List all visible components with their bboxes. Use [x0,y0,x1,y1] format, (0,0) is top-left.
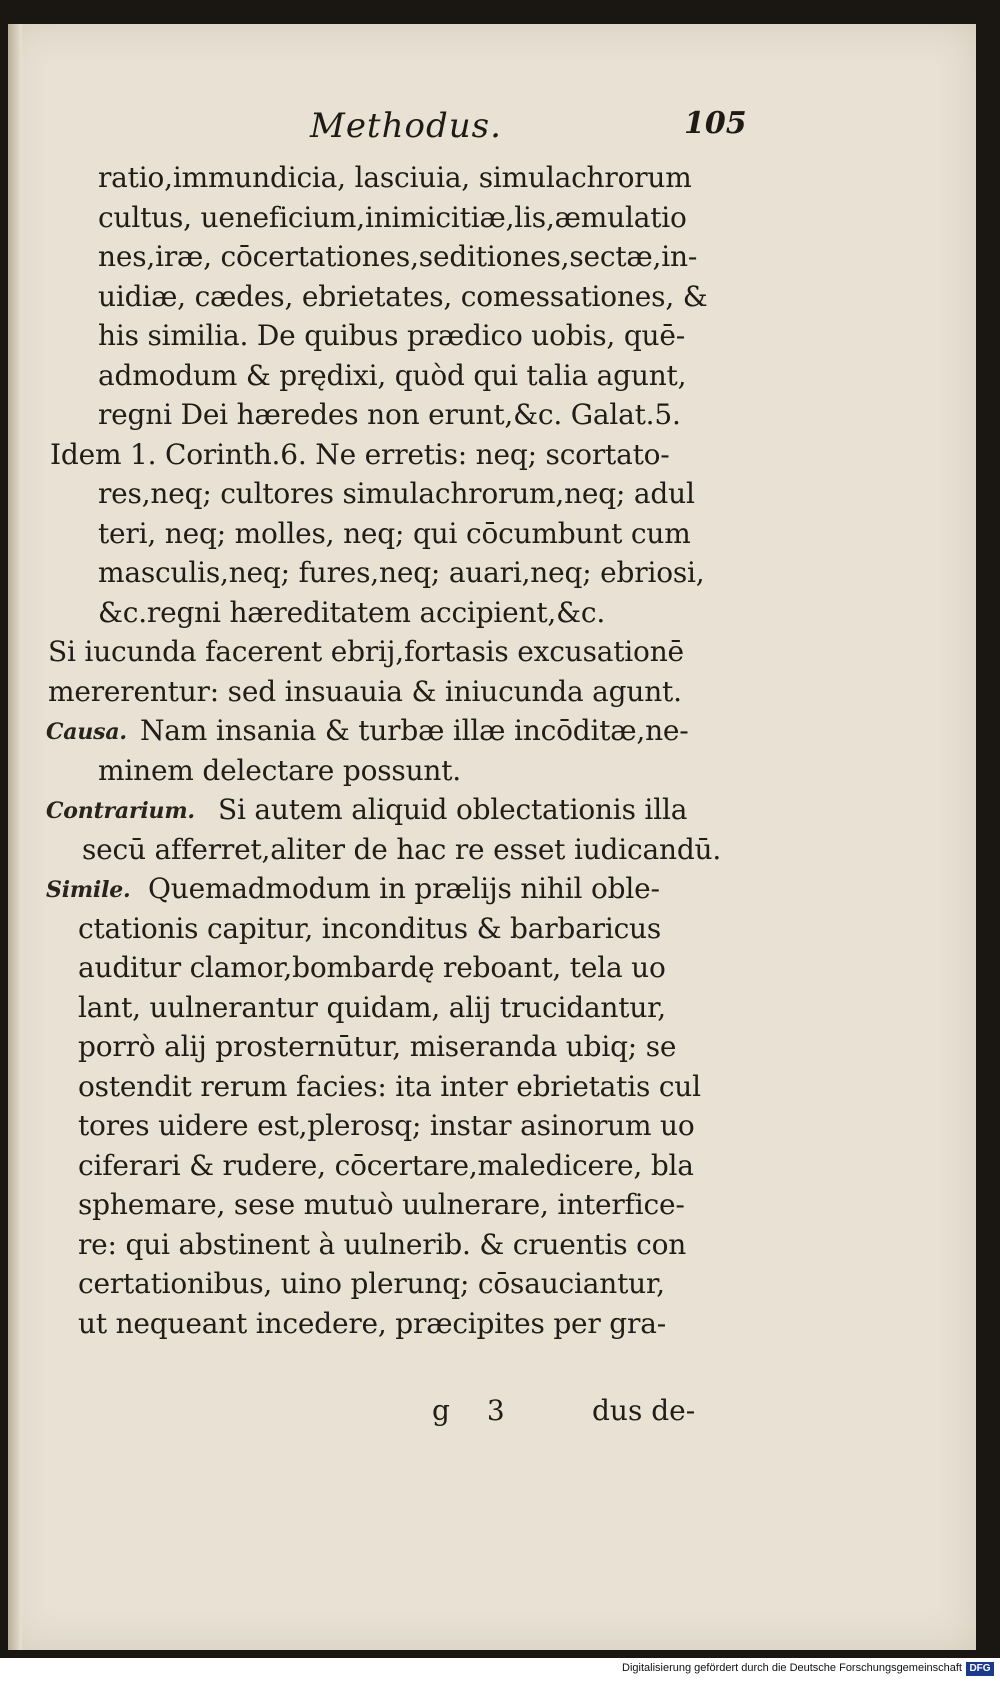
text-line [40,237,740,277]
running-head [0,86,1000,146]
line-text: cultus, ueneficium,inimicitiæ,lis,æmulatio [98,200,687,234]
text-line [40,790,740,830]
line-text: ciferari & rudere, cōcertare,maledicere, bla [78,1148,694,1182]
text-line [40,593,740,633]
text-line [40,830,740,870]
line-text: auditur clamor,bombardę reboant, tela uo [78,951,666,984]
line-text: res,neq; cultores simulachrorum,neq; adul [98,477,695,510]
line-text: ostendit rerum facies: ita inter ebrietatis cul [78,1069,701,1103]
body-text [40,158,740,1343]
line-text: ctationis capitur, inconditus & barbaricus [78,911,662,945]
line-text: uidiæ, cædes, ebrietates, comessationes, & [98,279,708,313]
digitization-footer [0,1658,1000,1681]
text-line [40,909,740,949]
text-line [40,553,740,593]
text-line [40,869,740,909]
text-line [40,1264,740,1304]
marginal-note: Contrarium. [46,798,195,824]
line-text: regni Dei hæredes non erunt,&c. Galat.5. [98,398,681,431]
signature-mark: g 3 [432,1394,519,1427]
text-line [40,1185,740,1225]
text-line [40,1146,740,1186]
page-number: 105 [684,106,747,141]
line-text: &c.regni hæreditatem accipient,&c. [98,595,606,629]
line-text: ratio,immundicia, lasciuia, simulachrorum [98,161,692,194]
text-line [40,751,740,791]
catchword: dus de- [592,1394,696,1427]
running-title: Methodus. [310,106,502,146]
text-line [40,316,740,356]
line-text: Quemadmodum in prælijs nihil oble- [148,872,660,905]
line-text: nes,iræ, cōcertationes,seditiones,sectæ,in- [98,240,698,273]
text-line [40,474,740,514]
text-line [40,198,740,238]
line-text: teri, neq; molles, neq; qui cōcumbunt cum [98,516,691,550]
text-line [40,1106,740,1146]
line-text: porrò alij prosternūtur, miseranda ubiq; se [78,1030,677,1063]
text-line [40,1225,740,1265]
line-text: masculis,neq; fures,neq; auari,neq; ebriosi, [98,556,705,589]
line-text: certationibus, uino plerunq; cōsauciantur, [78,1267,665,1300]
line-text: tores uidere est,plerosq; instar asinorum uo [78,1109,695,1142]
page-foot [0,1394,1000,1434]
line-text: ut nequeant incedere, præcipites per gra- [78,1306,666,1340]
line-text: admodum & prędixi, quòd qui talia agunt, [98,358,687,392]
text-line [40,988,740,1028]
text-line [40,672,740,712]
line-text: mererentur: sed insuauia & iniucunda agunt. [48,674,682,708]
line-text: re: qui abstinent à uulnerib. & cruentis con [78,1227,687,1261]
line-text: lant, uulnerantur quidam, alij trucidantur, [78,990,666,1024]
dfg-logo-icon: DFG [966,1662,994,1676]
footer-credit: Digitalisierung gefördert durch die Deutsche Forschungsgemeinschaft [622,1662,962,1674]
line-text: secū afferret,aliter de hac re esset iudicandū. [82,832,722,866]
text-line [40,435,740,475]
marginal-note: Simile. [46,877,131,903]
text-line [40,356,740,396]
line-text: Nam insania & turbæ illæ incōditæ,ne- [140,714,689,747]
line-text: Si autem aliquid oblectationis illa [218,793,688,826]
text-line [40,514,740,554]
marginal-note: Causa. [46,719,127,745]
text-line [40,1304,740,1344]
text-line [40,632,740,672]
line-text: sphemare, sese mutuò uulnerare, interfice- [78,1188,685,1221]
text-line [40,948,740,988]
line-text: his similia. De quibus prædico uobis, quē- [98,319,686,352]
line-text: Si iucunda facerent ebrij,fortasis excusationē [48,635,684,668]
text-line [40,158,740,198]
line-text: minem delectare possunt. [98,753,462,787]
text-line [40,395,740,435]
line-text: Idem 1. Corinth.6. Ne erretis: neq; scortato- [50,437,670,471]
text-line [40,1027,740,1067]
text-line [40,277,740,317]
text-line [40,1067,740,1107]
text-line [40,711,740,751]
